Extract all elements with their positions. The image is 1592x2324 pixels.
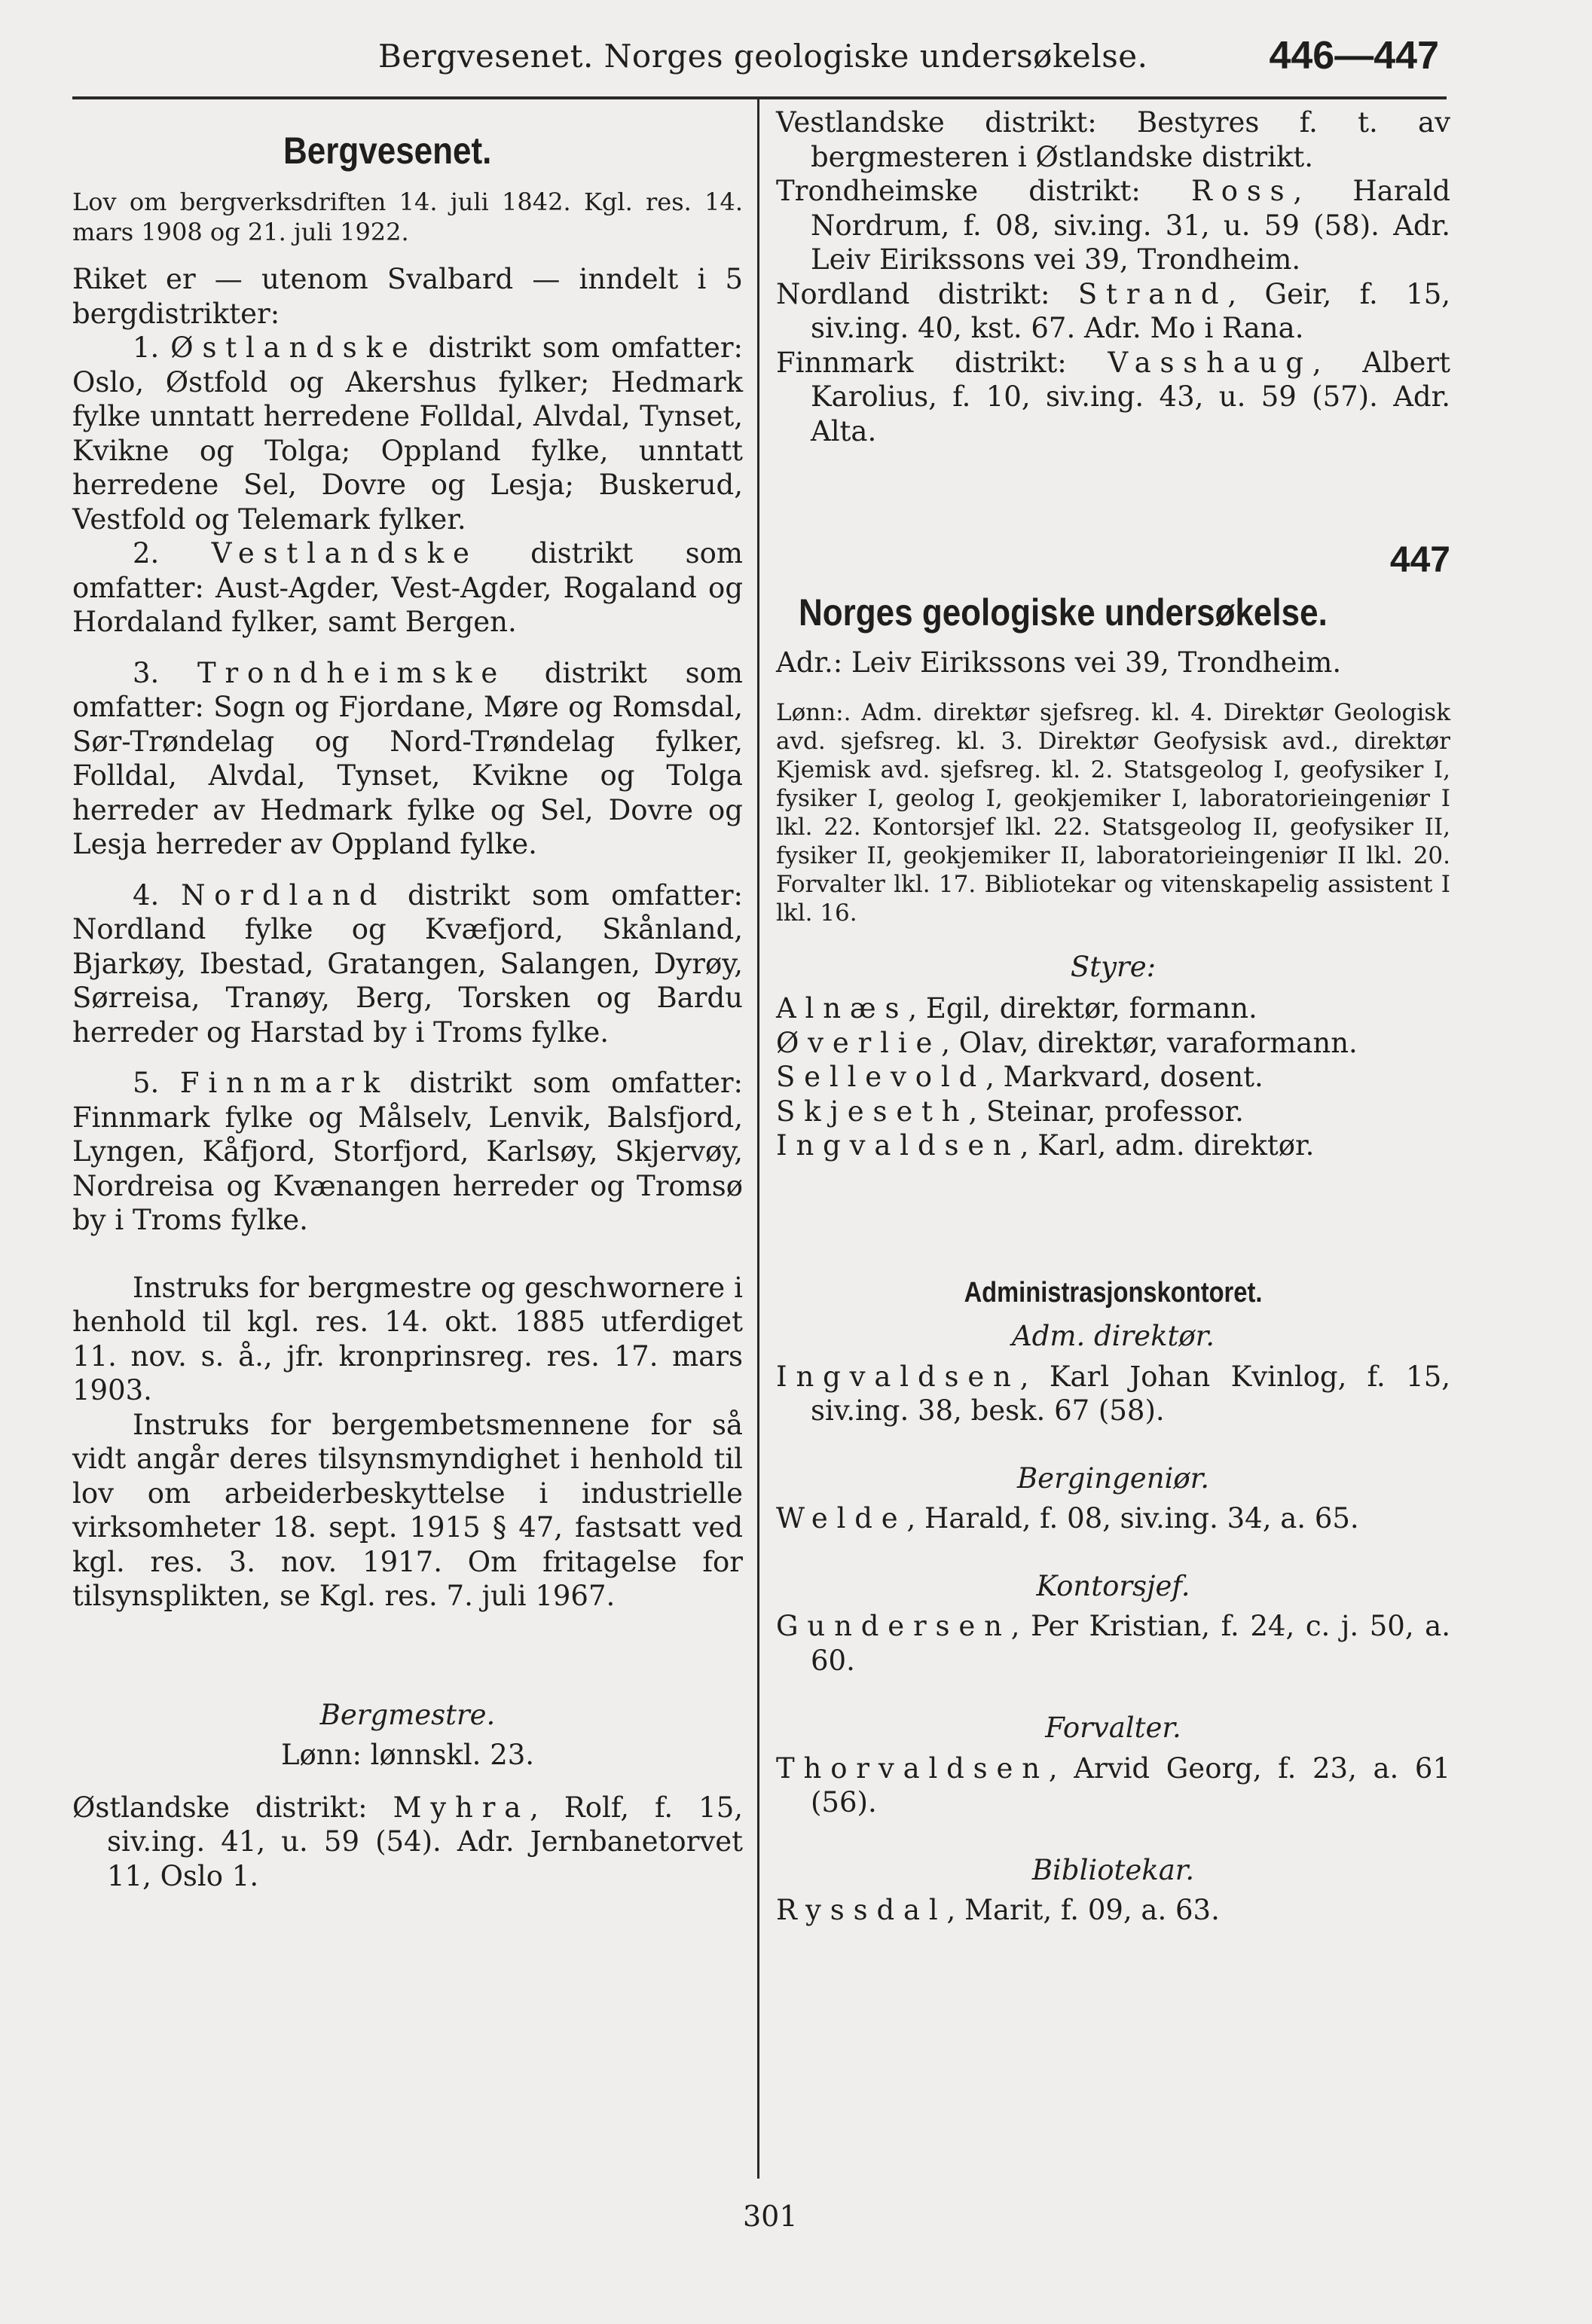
section-number: 447 xyxy=(1389,540,1450,580)
district-entry: 1. Østlandske distrikt som omfatter: Oslo, Østfold og Akershus fylker; Hedmark fylke unntatt herredene Folldal, Alvdal, Tynset, Kvikne og Tolga; Oppland fylke, unntatt herredene Sel, Dovre og Lesja; Buskerud, Vestfold og Telemark fylker. xyxy=(72,331,743,536)
law-reference: Lov om bergverksdriften 14. juli 1842. Kgl. res. 14. mars 1908 og 21. juli 1922. xyxy=(72,188,743,246)
left-column xyxy=(72,105,743,1893)
styre-member: Øverlie, Olav, direktør, varaformann. xyxy=(776,1026,1358,1059)
instruks-bergmestre: Instruks for bergmestre og geschwornere i henhold til kgl. res. 14. okt. 1885 utferdiget 11. nov. s. å., jfr. kronprinsreg. res. 17. mars 1903. xyxy=(72,1271,743,1406)
role-title: Forvalter. xyxy=(1045,1712,1181,1744)
header-rule xyxy=(72,96,1447,99)
district-entry: 5. Finnmark distrikt som omfatter: Finnmark fylke og Målselv, Lenvik, Balsfjord, Lyngen, Kåfjord, Storfjord, Karlsøy, Skjervøy, Nordreisa og Kvænangen herreder og Tromsø by i Troms fylke. xyxy=(72,1067,743,1236)
district-entry: 3. Trondheimske distrikt som omfatter: Sogn og Fjordane, Møre og Romsdal, Sør-Trøndelag og Nord-Trøndelag fylker, Folldal, Alvdal, Tynset, Kvikne og Tolga herreder av Hedmark fylke og Sel, Dovre og Lesja herreder av Oppland fylke. xyxy=(72,656,743,860)
role-person: Ryssdal, Marit, f. 09, a. 63. xyxy=(776,1894,1220,1926)
nordland-entry: Nordland distrikt: Strand, Geir, f. 15, siv.ing. 40, kst. 67. Adr. Mo i Rana. xyxy=(776,277,1450,344)
section-heading-bergvesenet: Bergvesenet. xyxy=(283,130,492,172)
styre-member: Alnæs, Egil, direktør, formann. xyxy=(776,992,1257,1025)
ngu-address: Adr.: Leiv Eirikssons vei 39, Trondheim. xyxy=(776,646,1342,679)
intro-text: Riket er — utenom Svalbard — inndelt i 5 bergdistrikter: xyxy=(72,263,743,330)
styre-title: Styre: xyxy=(1070,950,1157,983)
role-person: Thorvaldsen, Arvid Georg, f. 23, a. 61 (56). xyxy=(776,1751,1450,1819)
role-person: Ingvaldsen, Karl Johan Kvinlog, f. 15, siv.ing. 38, besk. 67 (58). xyxy=(776,1360,1450,1427)
role-person: Welde, Harald, f. 08, siv.ing. 34, a. 65. xyxy=(776,1502,1359,1535)
page-numbers: 446—447 xyxy=(1269,34,1439,78)
page-folio: 301 xyxy=(743,2200,798,2233)
ostlandske-bergmester: Østlandske distrikt: Myhra, Rolf, f. 15, siv.ing. 41, u. 59 (54). Adr. Jernbanetorvet 11, Oslo 1. xyxy=(72,1791,743,1892)
role-title: Bibliotekar. xyxy=(1031,1853,1195,1886)
styre-member: Skjeseth, Steinar, professor. xyxy=(776,1095,1244,1128)
role-title: Adm. direktør. xyxy=(1011,1320,1215,1352)
running-title: Bergvesenet. Norges geologiske undersøkelse. xyxy=(378,38,1148,75)
vestlandske-entry: Vestlandske distrikt: Bestyres f. t. av bergmesteren i Østlandske distrikt. xyxy=(776,106,1450,173)
bergmestre-lonn: Lønn: lønnskl. 23. xyxy=(280,1739,535,1771)
running-header xyxy=(72,34,1447,90)
lonn-paragraph: Lønn:. Adm. direktør sjefsreg. kl. 4. Direktør Geologisk avd. sjefsreg. kl. 3. Direktør Geofysisk avd., direktør Kjemisk avd. sjefsreg. kl. 2. Statsgeolog I, geofysiker I, fysiker I, geolog I, geokjemiker I, laboratorieingeniør I lkl. 22. Kontorsjef lkl. 22. Statsgeolog II, geofysiker II, fysiker II, geokjemiker II, laboratorieingeniør II lkl. 20. Forvalter lkl. 17. Bibliotekar og vitenskapelig assistent I lkl. 16. xyxy=(776,698,1450,927)
instruks-bergembetsmenn: Instruks for bergembetsmennene for så vidt angår deres tilsynsmyndighet i henhold til lov om arbeiderbeskyttelse i industrielle virksomheter 18. sept. 1915 § 47, fastsatt ved kgl. res. 3. nov. 1917. Om fritagelse for tilsynsplikten, se Kgl. res. 7. juli 1967. xyxy=(72,1408,743,1612)
district-entry: 4. Nordland distrikt som omfatter: Nordland fylke og Kvæfjord, Skånland, Bjarkøy, Ibestad, Gratangen, Salangen, Dyrøy, Sørreisa, Tranøy, Berg, Torsken og Bardu herreder og Harstad by i Troms fylke. xyxy=(72,878,744,1049)
role-person: Gundersen, Per Kristian, f. 24, c. j. 50, a. 60. xyxy=(776,1610,1450,1677)
role-title: Bergingeniør. xyxy=(1016,1461,1210,1495)
section-heading-ngu: Norges geologiske undersøkelse. xyxy=(799,591,1328,634)
role-title: Kontorsjef. xyxy=(1036,1569,1190,1602)
column-divider xyxy=(757,99,759,2179)
right-column xyxy=(776,105,1450,1928)
trondheimske-entry: Trondheimske distrikt: Ross, Harald Nordrum, f. 08, siv.ing. 31, u. 59 (58). Adr. Leiv Eirikssons vei 39, Trondheim. xyxy=(776,175,1450,276)
bergmestre-title: Bergmestre. xyxy=(319,1698,496,1731)
styre-member: Ingvaldsen, Karl, adm. direktør. xyxy=(776,1129,1315,1162)
district-entry: 2. Vestlandske distrikt som omfatter: Aust-Agder, Vest-Agder, Rogaland og Hordaland fylker, samt Bergen. xyxy=(72,537,743,638)
admin-heading: Administrasjonskontoret. xyxy=(964,1276,1263,1309)
finnmark-entry: Finnmark distrikt: Vasshaug, Albert Karolius, f. 10, siv.ing. 43, u. 59 (57). Adr. Alta. xyxy=(776,346,1451,447)
styre-member: Sellevold, Markvard, dosent. xyxy=(776,1061,1264,1093)
